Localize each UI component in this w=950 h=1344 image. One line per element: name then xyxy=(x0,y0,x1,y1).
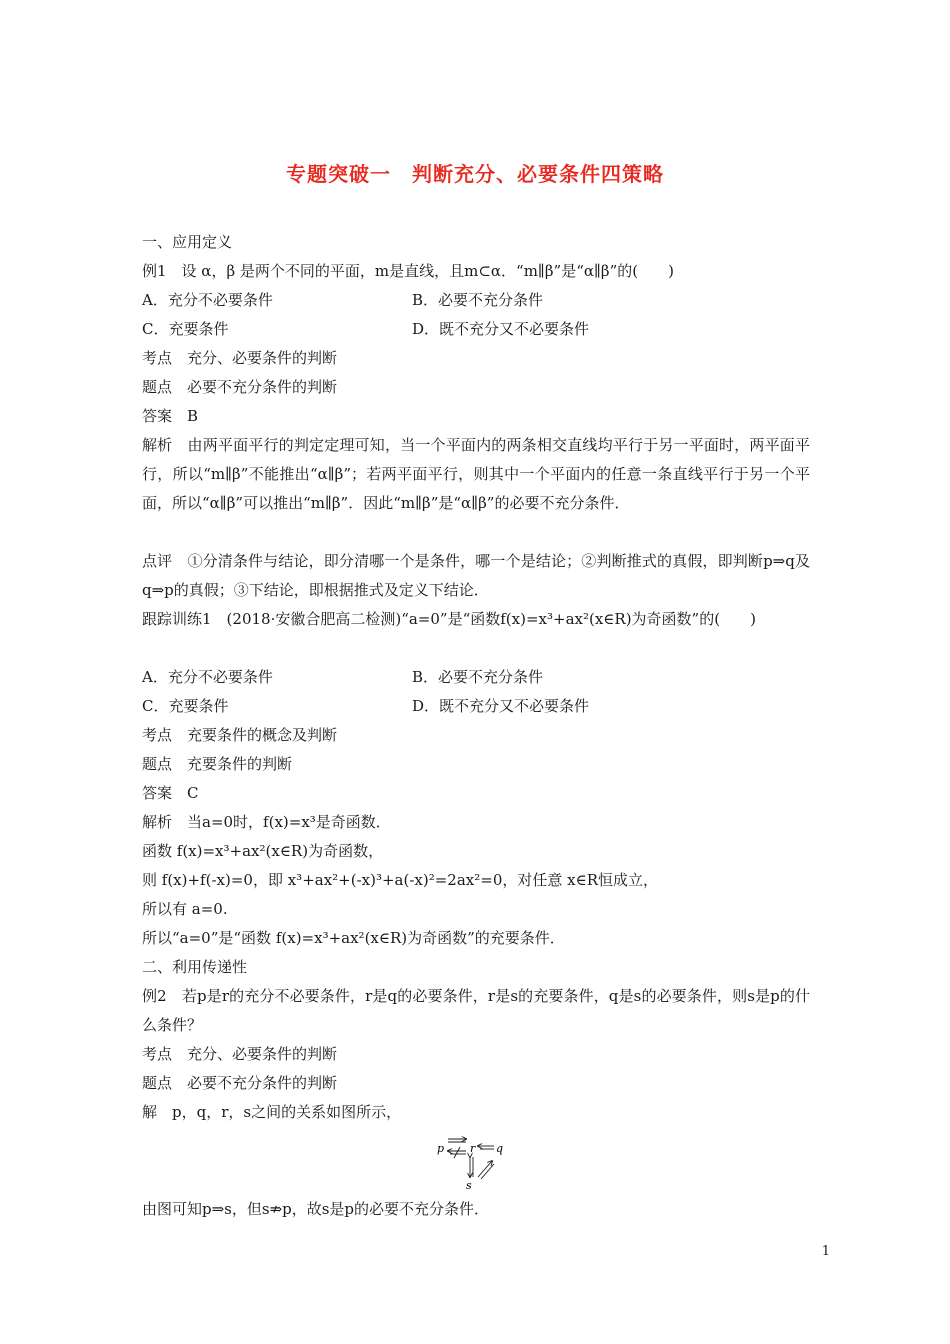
track-1-question: 跟踪训练1 (2018·安徽合肥高二检测)“a=0”是“函数f(x)=x³+ax²(x∈R)为奇函数”的( ) xyxy=(142,610,756,628)
track-1-analysis-line-1: 解析 当a=0时，f(x)=x³是奇函数． xyxy=(142,813,391,831)
track-1-tidian: 题点 充要条件的判断 xyxy=(142,755,293,773)
page-number: 1 xyxy=(821,1244,830,1259)
node-r: r xyxy=(470,1142,476,1155)
option-b: B．必要不充分条件 xyxy=(412,291,544,309)
option-a: A．充分不必要条件 xyxy=(142,291,273,309)
relation-diagram-svg xyxy=(434,1127,514,1193)
node-s: s xyxy=(466,1179,472,1192)
track-1-analysis-line-4: 所以有 a=0. xyxy=(142,900,228,918)
example-1-question: 例1 设 α，β 是两个不同的平面，m是直线，且m⊂α．“m∥β”是“α∥β”的( ) xyxy=(142,262,674,280)
section-heading-1: 一、应用定义 xyxy=(142,233,233,251)
node-p: p xyxy=(437,1142,445,1155)
option-d: D．既不充分又不必要条件 xyxy=(412,320,590,338)
option-a: A．充分不必要条件 xyxy=(142,668,273,686)
track-1-analysis-line-2: 函数 f(x)=x³+ax²(x∈R)为奇函数， xyxy=(142,842,384,860)
track-1-answer: 答案 C xyxy=(142,784,199,802)
relation-diagram xyxy=(142,1127,810,1195)
example-2-tidian: 题点 必要不充分条件的判断 xyxy=(142,1074,338,1092)
example-1-options-row-2 xyxy=(142,315,810,344)
example-1-kaodian: 考点 充分、必要条件的判断 xyxy=(142,349,338,367)
section-heading-2: 二、利用传递性 xyxy=(142,958,248,976)
document-body xyxy=(142,228,810,1224)
node-q: q xyxy=(496,1142,504,1155)
example-1-answer: 答案 B xyxy=(142,407,199,425)
example-1-comment: 点评 ①分清条件与结论，即分清哪一个是条件，哪一个是结论；②判断推式的真假，即判断p⇒q及q⇒p的真假；③下结论，即根据推式及定义下结论． xyxy=(142,552,810,599)
track-1-analysis-line-5: 所以“a=0”是“函数 f(x)=x³+ax²(x∈R)为奇函数”的充要条件． xyxy=(142,929,565,947)
track-1-options-row-2 xyxy=(142,692,810,721)
option-c: C．充要条件 xyxy=(142,697,229,715)
example-1-tidian: 题点 必要不充分条件的判断 xyxy=(142,378,338,396)
example-2-conclusion: 由图可知p⇒s，但s⇏p，故s是p的必要不充分条件． xyxy=(142,1200,490,1218)
example-2-solution: 解 p，q，r，s之间的关系如图所示， xyxy=(142,1103,402,1121)
example-1-options-row-1 xyxy=(142,286,810,315)
example-1-analysis: 解析 由两平面平行的判定定理可知，当一个平面内的两条相交直线均平行于另一平面时，两平面平行，所以“m∥β”不能推出“α∥β”；若两平面平行，则其中一个平面内的任意一条直线平行于另一个平面，所以“α∥β”可以推出“m∥β”．因此“m∥β”是“α∥β”的必要不充分条件． xyxy=(142,436,810,512)
option-d: D．既不充分又不必要条件 xyxy=(412,697,590,715)
example-2-kaodian: 考点 充分、必要条件的判断 xyxy=(142,1045,338,1063)
option-b: B．必要不充分条件 xyxy=(412,668,544,686)
track-1-analysis-line-3: 则 f(x)+f(-x)=0，即 x³+ax²+(-x)³+a(-x)²=2ax²=0，对任意 x∈R恒成立， xyxy=(142,871,659,889)
example-2-question: 例2 若p是r的充分不必要条件，r是q的必要条件，r是s的充要条件，q是s的必要条件，则s是p的什么条件？ xyxy=(142,987,810,1034)
document-title: 专题突破一 判断充分、必要条件四策略 xyxy=(286,162,664,186)
track-1-options-row-1 xyxy=(142,663,810,692)
option-c: C．充要条件 xyxy=(142,320,229,338)
track-1-kaodian: 考点 充要条件的概念及判断 xyxy=(142,726,338,744)
